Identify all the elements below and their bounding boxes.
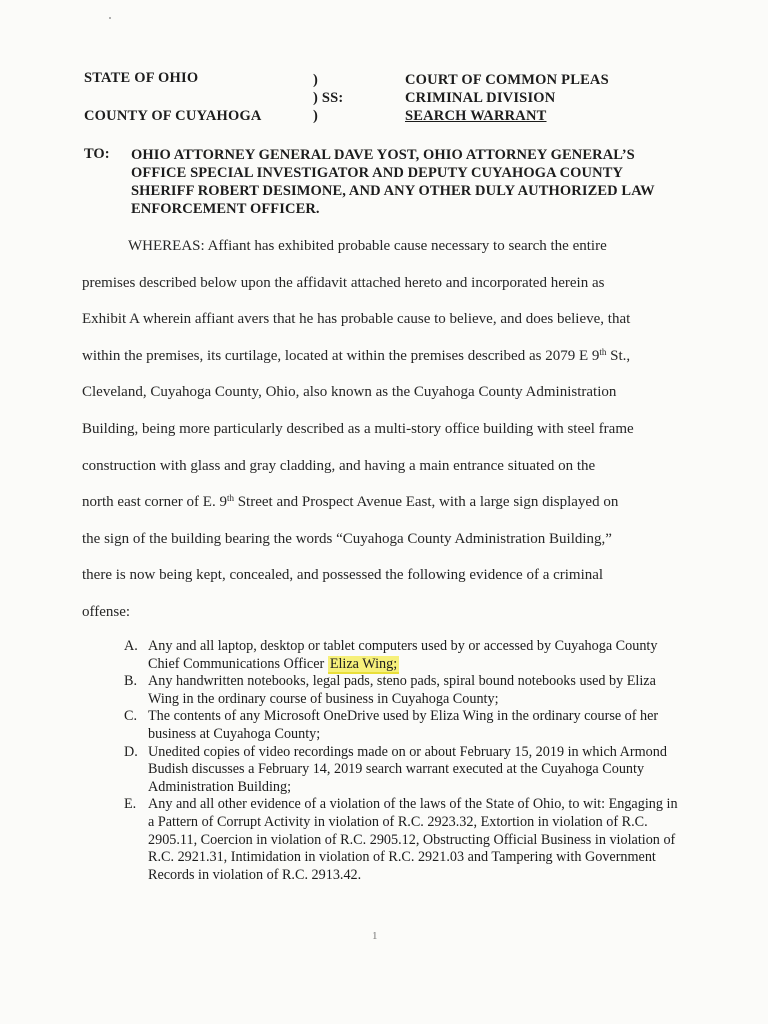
text-run: Street and Prospect Avenue East, with a large sign displayed on: [233, 494, 619, 511]
list-item: [124, 744, 684, 797]
evidence-list: [124, 638, 684, 884]
caption-paren-1: ): [313, 72, 319, 88]
list-marker: D.: [124, 743, 138, 760]
superscript: th: [599, 346, 607, 357]
whereas-line: WHEREAS: Affiant has exhibited probable cause necessary to search the entire: [128, 238, 607, 254]
list-item-text: The contents of any Microsoft OneDrive used by Eliza Wing in the ordinary course of her business at Cuyahoga County;: [148, 708, 659, 742]
whereas-line: construction with glass and gray cladding, and having a main entrance situated on the: [82, 457, 596, 474]
page-number: 1: [372, 930, 378, 942]
court-division: CRIMINAL DIVISION: [405, 90, 556, 106]
whereas-paragraph: [82, 228, 682, 631]
whereas-line: there is now being kept, concealed, and possessed the following evidence of a criminal: [82, 567, 604, 584]
list-item-text: Any handwritten notebooks, legal pads, steno pads, spiral bound notebooks used by Eliza Wing in the ordinary course of business in Cuyahoga County;: [148, 673, 656, 707]
text-run: St.,: [606, 347, 631, 364]
list-item: [124, 638, 684, 673]
text-run: within the premises, its curtilage, located at within the premises described as 2079 E 9: [82, 347, 600, 364]
court-name: COURT OF COMMON PLEAS: [405, 72, 609, 88]
superscript: th: [226, 493, 234, 504]
list-marker: A.: [124, 638, 138, 654]
list-marker: E.: [124, 796, 137, 813]
whereas-line: Building, being more particularly described as a multi-story office building with steel frame: [82, 420, 634, 437]
list-marker: C.: [124, 708, 138, 725]
list-item: [124, 796, 684, 884]
whereas-line: [82, 338, 682, 375]
list-item-text: Unedited copies of video recordings made on or about February 15, 2019 in which Armond Budish discusses a February 14, 2019 search warrant executed at the Cuyahoga County Administration Building;: [148, 743, 667, 795]
document-title: SEARCH WARRANT: [405, 108, 547, 124]
whereas-line: the sign of the building bearing the words “Cuyahoga County Administration Building,”: [82, 530, 612, 547]
caption-paren-3: ): [313, 108, 319, 124]
list-item: [124, 673, 684, 708]
list-item-text: Any and all other evidence of a violation of the laws of the State of Ohio, to wit: Engaging in a Pattern of Corrupt Activity in violation of R.C. 2923.32, Extortion in violation of R.C. 2905.11, Coercion in violation of R.C. 2905.12, Obstructing Official Business in violation of R.C. 2921.31, Intimidation in violation of R.C. 2921.03 and Tampering with Government Records in violation of R.C. 2913.42.: [148, 796, 678, 883]
list-item-text: Any and all laptop, desktop or tablet computers used by or accessed by Cuyahoga County Chief Communications Officer: [148, 638, 658, 672]
whereas-line: Cleveland, Cuyahoga County, Ohio, also known as the Cuyahoga County Administration: [82, 384, 617, 401]
highlighted-name: Eliza Wing;: [329, 655, 398, 672]
scan-speck: [109, 17, 111, 19]
whereas-line: premises described below upon the affidavit attached hereto and incorporated herein as: [82, 274, 605, 291]
to-addressees: OHIO ATTORNEY GENERAL DAVE YOST, OHIO ATTORNEY GENERAL’S OFFICE SPECIAL INVESTIGATOR AND DEPUTY CUYAHOGA COUNTY SHERIFF ROBERT DESIMONE, AND ANY OTHER DULY AUTHORIZED LAW ENFORCEMENT OFFICER.: [131, 147, 655, 217]
caption-state: STATE OF OHIO: [84, 70, 199, 86]
caption-ss: ) SS:: [313, 90, 344, 106]
list-item: [124, 708, 684, 743]
to-label: TO:: [84, 146, 110, 162]
list-marker: B.: [124, 673, 138, 690]
text-run: north east corner of E. 9: [82, 494, 227, 511]
whereas-line: offense:: [82, 603, 131, 620]
whereas-line: [82, 484, 682, 521]
caption-county: COUNTY OF CUYAHOGA: [84, 108, 262, 124]
whereas-line: Exhibit A wherein affiant avers that he has probable cause to believe, and does believe, that: [82, 311, 631, 328]
